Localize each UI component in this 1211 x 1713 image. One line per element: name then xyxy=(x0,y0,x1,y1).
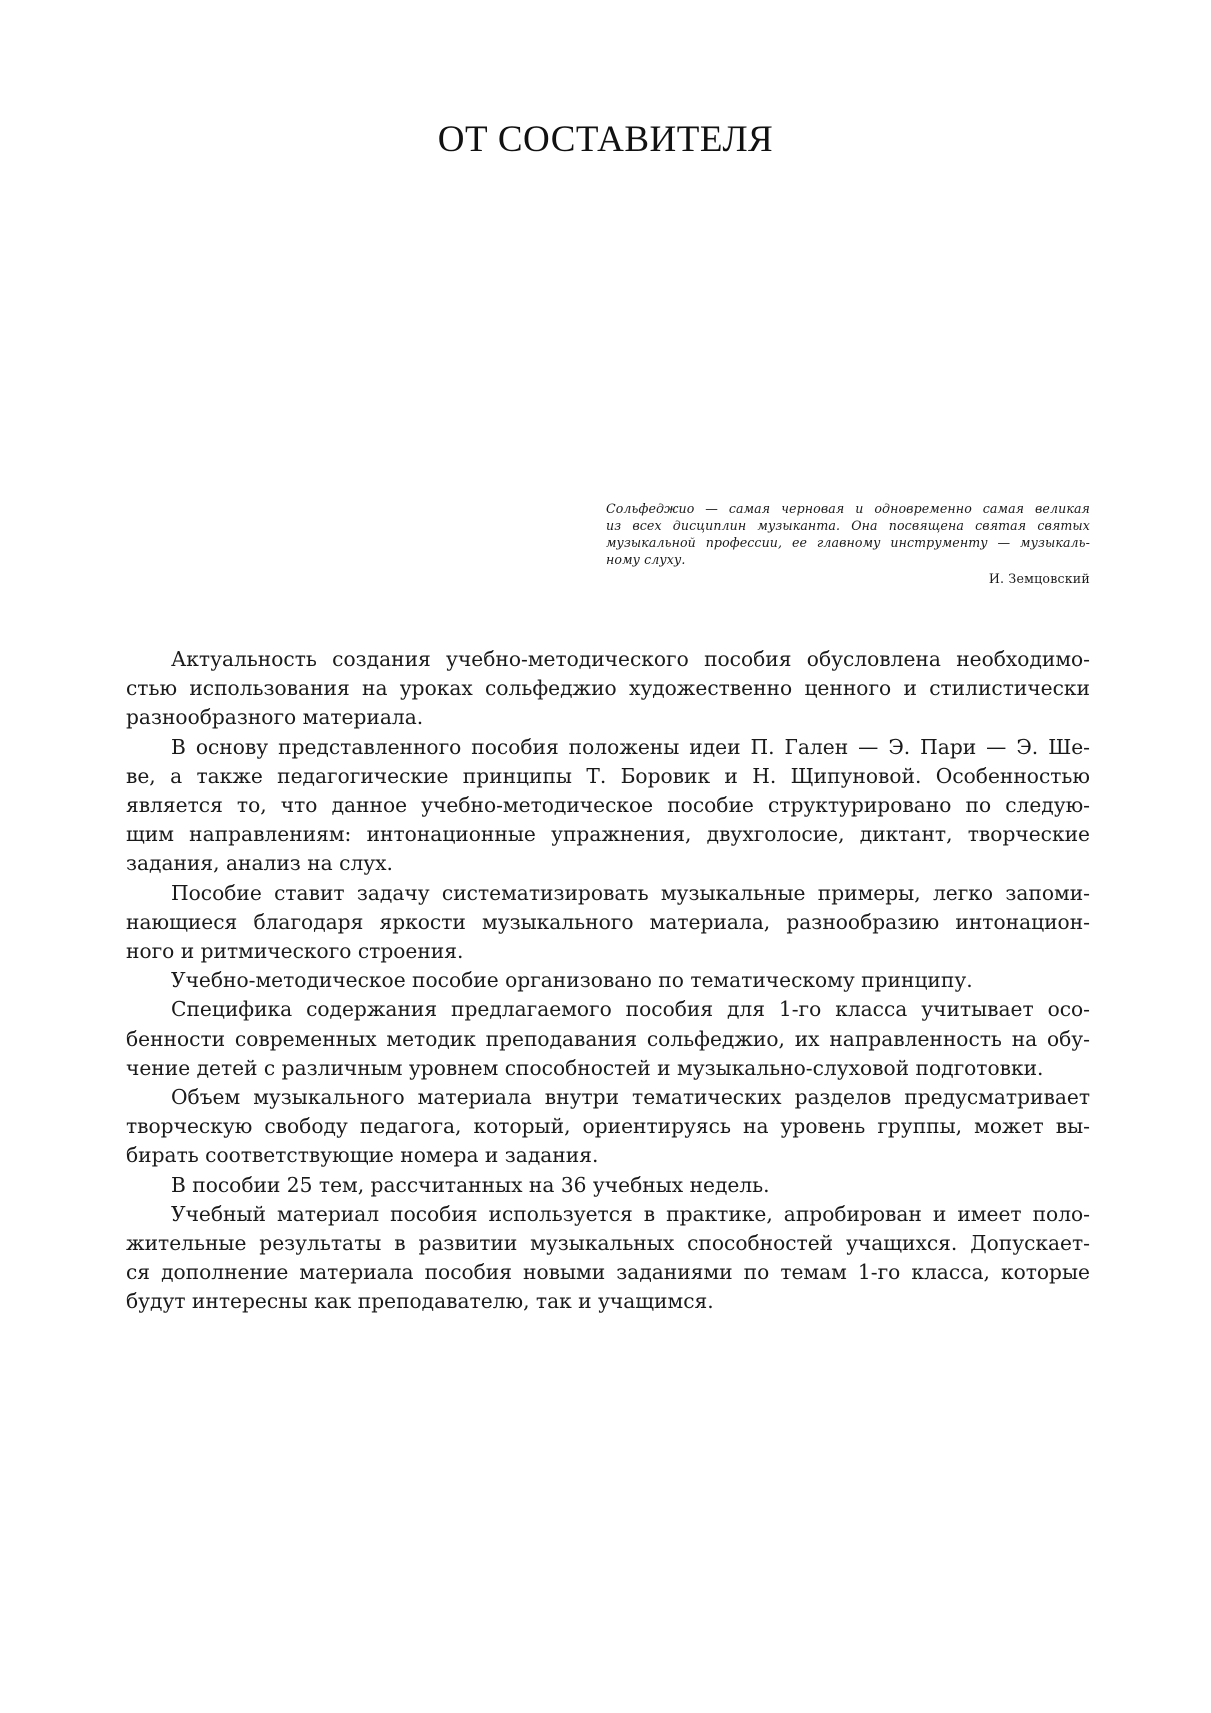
text-line: задания, анализ на слух. xyxy=(126,851,393,876)
epigraph-quote xyxy=(606,500,1090,568)
text-line: Специфика содержания предлагаемого пособия для 1-го класса учитывает осо- xyxy=(171,997,1090,1022)
text-line: ного и ритмического строения. xyxy=(126,939,464,964)
text-line: В пособии 25 тем, рассчитанных на 36 учебных недель. xyxy=(171,1172,770,1197)
text-line: стью использования на уроках сольфеджио художественно ценного и стилистически xyxy=(126,676,1090,701)
text-line: разнообразного материала. xyxy=(126,705,424,730)
page-title: ОТ СОСТАВИТЕЛЯ xyxy=(437,119,774,160)
text-line: Пособие ставит задачу систематизировать музыкальные примеры, легко запоми- xyxy=(171,880,1090,905)
text-line: Учебно-методическое пособие организовано по тематическому принципу. xyxy=(171,968,973,993)
paragraph xyxy=(126,1200,1090,1317)
paragraph xyxy=(126,1171,1090,1200)
paragraph xyxy=(126,733,1090,879)
text-line: Учебный материал пособия используется в практике, апробирован и имеет поло- xyxy=(171,1201,1090,1226)
epigraph xyxy=(606,500,1090,586)
text-line: чение детей с различным уровнем способностей и музыкально-слуховой подготовки. xyxy=(126,1055,1044,1080)
epigraph-line: музыкальной профессии, ее главному инструменту — музыкаль- xyxy=(606,535,1090,550)
text-line: щим направлениям: интонационные упражнения, двухголосие, диктант, творческие xyxy=(126,822,1090,847)
epigraph-line: ному слуху. xyxy=(606,552,686,567)
paragraph xyxy=(126,879,1090,967)
paragraph xyxy=(126,995,1090,1083)
text-line: Объем музыкального материала внутри тематических разделов предусматривает xyxy=(171,1085,1090,1110)
epigraph-line: из всех дисциплин музыканта. Она посвящена святая святых xyxy=(606,518,1090,533)
text-line: бирать соответствующие номера и задания. xyxy=(126,1143,599,1168)
epigraph-author: И. Земцовский xyxy=(988,571,1090,586)
text-line: бенности современных методик преподавания сольфеджио, их направленность на обу- xyxy=(126,1026,1090,1051)
paragraph xyxy=(126,966,1090,995)
text-line: Актуальность создания учебно-методического пособия обусловлена необходимо- xyxy=(171,647,1090,671)
text-line: В основу представленного пособия положены идеи П. Гален — Э. Пари — Э. Ше- xyxy=(171,734,1090,759)
text-line: является то, что данное учебно-методическое пособие структурировано по следую- xyxy=(126,793,1090,818)
text-line: будут интересны как преподавателю, так и учащимся. xyxy=(126,1289,714,1314)
epigraph-line: Сольфеджио — самая черновая и одновременно самая великая xyxy=(606,501,1090,516)
paragraph xyxy=(126,1083,1090,1171)
text-line: жительные результаты в развитии музыкальных способностей учащихся. Допускает- xyxy=(126,1231,1090,1256)
text-line: ся дополнение материала пособия новыми заданиями по темам 1-го класса, которые xyxy=(126,1260,1090,1285)
text-line: ве, а также педагогические принципы Т. Боровик и Н. Щипуновой. Особенностью xyxy=(126,763,1090,788)
text-line: нающиеся благодаря яркости музыкального материала, разнообразию интонацион- xyxy=(126,909,1090,934)
body-text xyxy=(126,645,1090,1317)
text-line: творческую свободу педагога, который, ориентируясь на уровень группы, может вы- xyxy=(126,1114,1090,1139)
paragraph xyxy=(126,645,1090,733)
